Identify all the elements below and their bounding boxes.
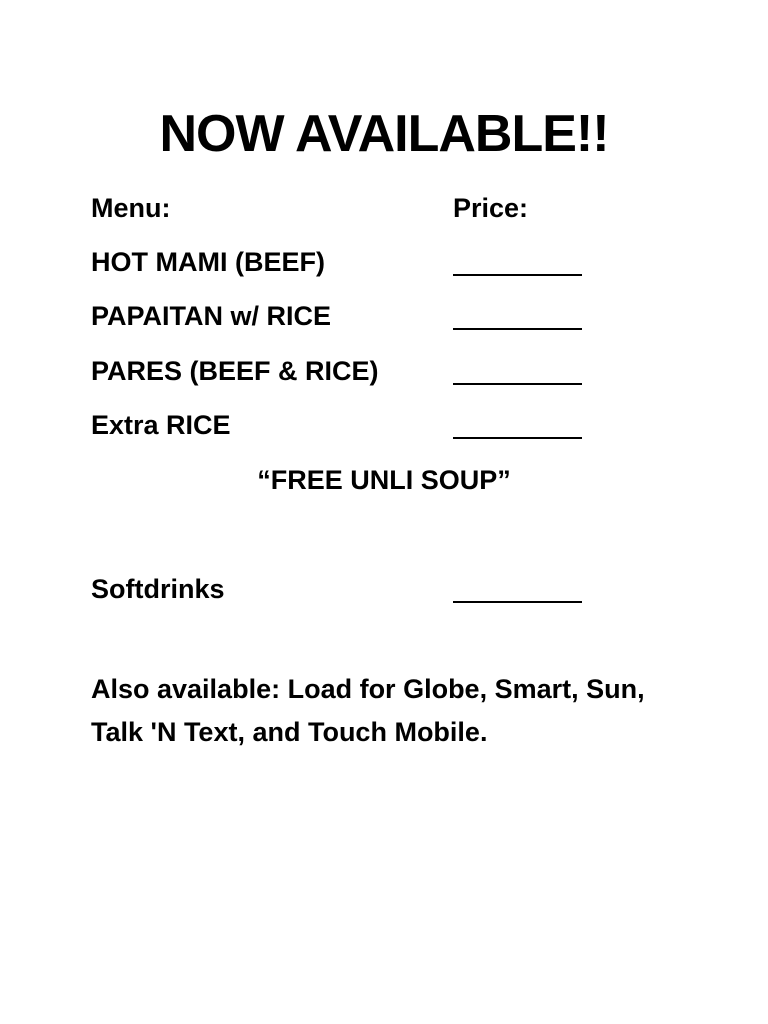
menu-item-name: HOT MAMI (BEEF) [91,247,325,277]
promo-text: “FREE UNLI SOUP” [257,465,511,495]
menu-item-name: Extra RICE [91,410,231,440]
note-line-1: Also available: Load for Globe, Smart, Sun, [91,674,645,704]
menu-item-row [91,242,691,282]
price-blank-line [453,274,582,276]
price-column-label: Price: [453,193,529,223]
menu-item-row [91,405,691,445]
price-blank-line [453,601,582,603]
menu-item-row [91,296,691,336]
page-title: NOW AVAILABLE!! [159,105,609,163]
also-available-note [91,668,691,754]
price-blank-line [453,328,582,330]
menu-item-name: PARES (BEEF & RICE) [91,356,379,386]
price-blank-line [453,383,582,385]
drinks-row [91,569,691,609]
menu-header-row [91,188,691,228]
menu-item-row [91,351,691,391]
note-line-2: Talk 'N Text, and Touch Mobile. [91,717,488,747]
drinks-name: Softdrinks [91,574,225,604]
menu-column-label: Menu: [91,193,171,223]
price-blank-line [453,437,582,439]
menu-item-name: PAPAITAN w/ RICE [91,301,332,331]
